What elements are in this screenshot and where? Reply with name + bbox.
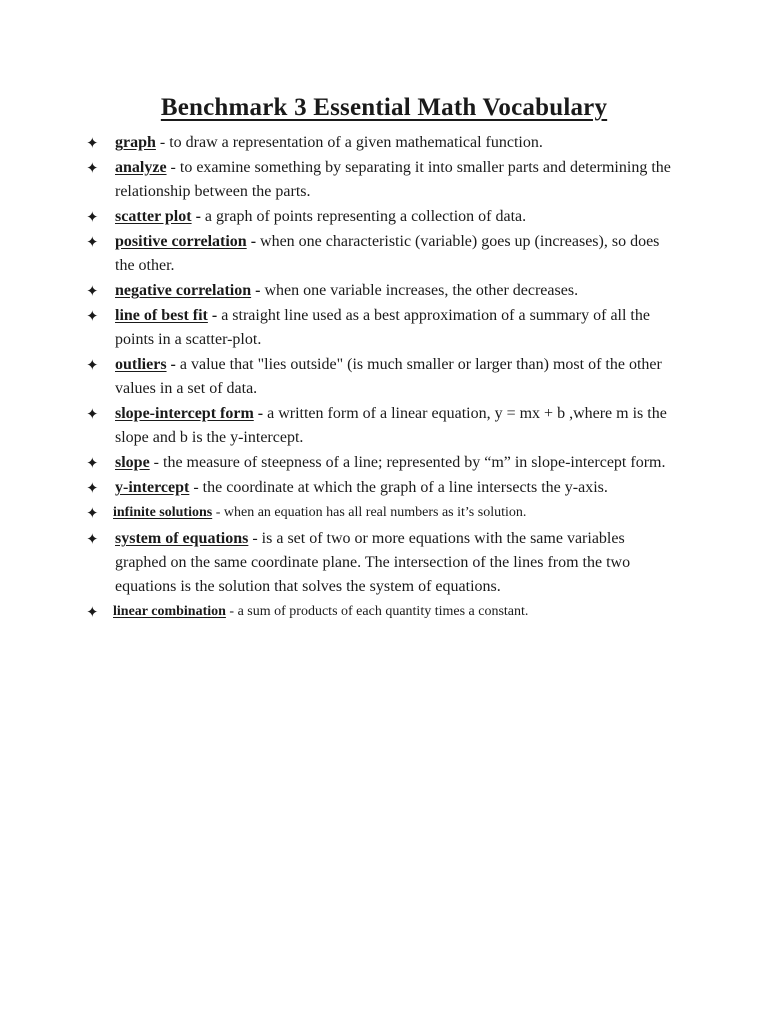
vocab-term: slope bbox=[115, 454, 150, 471]
vocab-term: infinite solutions bbox=[113, 505, 213, 520]
four-pointed-star-icon: ✦ bbox=[86, 208, 99, 226]
list-item bbox=[0, 353, 768, 401]
term-separator: - bbox=[166, 159, 180, 176]
term-separator: - bbox=[189, 479, 203, 496]
vocab-definition: a straight line used as a best approximation of a summary of all the points in a scatter-plot. bbox=[115, 307, 650, 348]
four-pointed-star-icon: ✦ bbox=[86, 356, 99, 374]
term-separator: - bbox=[251, 282, 265, 299]
vocab-definition: is a set of two or more equations with the same variables graphed on the same coordinate plane. The intersection of the lines from the two equations is the solution that solves the system of equations. bbox=[115, 530, 631, 595]
four-pointed-star-icon: ✦ bbox=[86, 233, 99, 251]
vocab-definition: when an equation has all real numbers as it’s solution. bbox=[223, 505, 527, 520]
four-pointed-star-icon: ✦ bbox=[86, 307, 99, 325]
four-pointed-star-icon: ✦ bbox=[86, 405, 99, 423]
vocabulary-list bbox=[0, 131, 768, 626]
list-item bbox=[0, 476, 768, 500]
page-title: Benchmark 3 Essential Math Vocabulary bbox=[160, 94, 608, 121]
vocab-definition: when one characteristic (variable) goes up (increases), so does the other. bbox=[115, 233, 660, 274]
vocab-definition: a graph of points representing a collection of data. bbox=[204, 208, 527, 225]
term-separator: - bbox=[225, 604, 238, 619]
vocab-term: graph bbox=[115, 134, 156, 151]
four-pointed-star-icon: ✦ bbox=[86, 454, 99, 472]
term-separator: - bbox=[155, 134, 170, 151]
term-separator: - bbox=[253, 405, 268, 422]
vocab-term: negative correlation bbox=[115, 282, 252, 299]
term-separator: - bbox=[246, 233, 261, 250]
term-separator: - bbox=[248, 530, 262, 547]
vocab-term: y-intercept bbox=[115, 479, 190, 496]
list-item bbox=[0, 131, 768, 155]
four-pointed-star-icon: ✦ bbox=[86, 479, 99, 497]
vocab-term: scatter plot bbox=[115, 208, 192, 225]
term-separator: - bbox=[191, 208, 205, 225]
four-pointed-star-icon: ✦ bbox=[86, 603, 99, 621]
list-item bbox=[0, 527, 768, 599]
vocab-term: linear combination bbox=[113, 604, 226, 619]
vocab-definition: a written form of a linear equation, y = mx + b ,where m is the slope and b is the y-intercept. bbox=[115, 405, 667, 446]
vocab-term: analyze bbox=[115, 159, 167, 176]
list-item bbox=[0, 156, 768, 204]
term-separator: - bbox=[212, 505, 224, 520]
term-separator: - bbox=[166, 356, 180, 373]
list-item bbox=[0, 402, 768, 450]
list-item bbox=[0, 205, 768, 229]
four-pointed-star-icon: ✦ bbox=[86, 504, 99, 522]
vocab-definition: a value that "lies outside" (is much smaller or larger than) most of the other values in a set of data. bbox=[115, 356, 662, 397]
term-separator: - bbox=[149, 454, 163, 471]
four-pointed-star-icon: ✦ bbox=[86, 134, 99, 152]
vocab-definition: to examine something by separating it into smaller parts and determining the relationship between the parts. bbox=[115, 159, 671, 200]
vocab-definition: the measure of steepness of a line; represented by “m” in slope-intercept form. bbox=[163, 454, 666, 471]
vocab-term: line of best fit bbox=[115, 307, 208, 324]
vocab-term: system of equations bbox=[115, 530, 249, 547]
list-item bbox=[0, 601, 768, 623]
vocab-term: outliers bbox=[115, 356, 167, 373]
list-item bbox=[0, 279, 768, 303]
four-pointed-star-icon: ✦ bbox=[86, 282, 99, 300]
four-pointed-star-icon: ✦ bbox=[86, 159, 99, 177]
list-item bbox=[0, 304, 768, 352]
vocab-definition: when one variable increases, the other decreases. bbox=[264, 282, 579, 299]
vocab-definition: a sum of products of each quantity times a constant. bbox=[237, 604, 529, 619]
term-separator: - bbox=[207, 307, 222, 324]
list-item bbox=[0, 502, 768, 524]
vocab-term: slope-intercept form bbox=[115, 405, 254, 422]
vocab-definition: to draw a representation of a given mathematical function. bbox=[169, 134, 543, 151]
vocab-definition: the coordinate at which the graph of a line intersects the y-axis. bbox=[202, 479, 608, 496]
list-item bbox=[0, 230, 768, 278]
four-pointed-star-icon: ✦ bbox=[86, 530, 99, 548]
list-item bbox=[0, 451, 768, 475]
vocab-term: positive correlation bbox=[115, 233, 247, 250]
